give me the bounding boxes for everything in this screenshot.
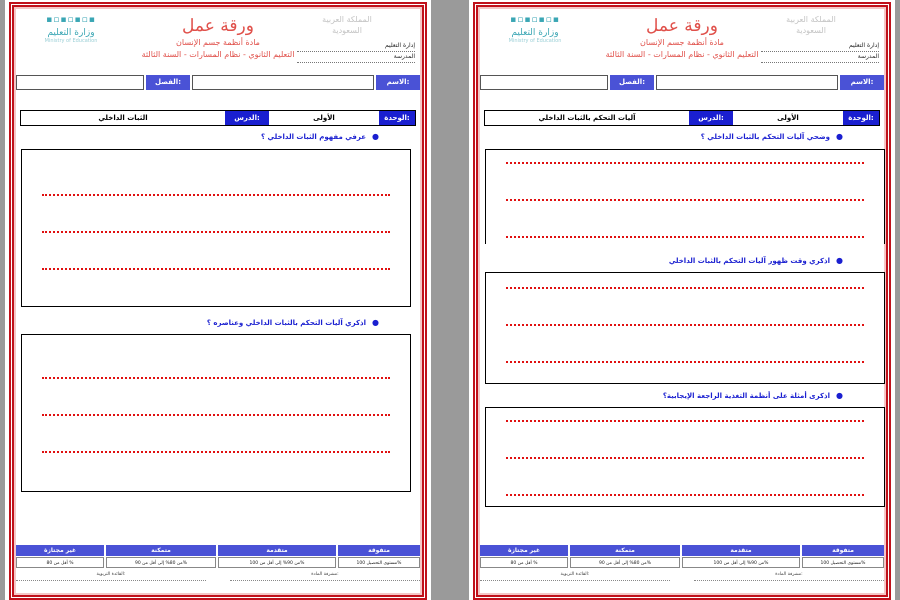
- answer-box-2[interactable]: [21, 334, 411, 492]
- leader-signature: القائدة التربوية:: [480, 570, 670, 581]
- student-info-row: [16, 75, 420, 90]
- rubric-level: متمكنة: [106, 545, 216, 556]
- subject-name: مادة أنظمة جسم الإنسان: [640, 38, 724, 47]
- supervisor-signature: مشرفة المادة:: [694, 570, 884, 581]
- unit-value: الأولى: [313, 114, 335, 122]
- student-info-row: [480, 75, 884, 90]
- question-2: ●اذكري وقت ظهور آليات التحكم بالثبات الداخلي: [668, 256, 843, 265]
- answer-line: [42, 231, 390, 233]
- ministry-logo: ▪▫▪▫▪▫▪ وزارة التعليم Ministry of Education: [508, 15, 562, 44]
- kingdom-logo: المملكة العربية السعودية: [322, 15, 372, 35]
- rubric-desc: أقل من 80 %: [480, 557, 568, 568]
- name-field[interactable]: [192, 75, 374, 90]
- answer-line: [42, 377, 390, 379]
- rubric-table: [480, 545, 884, 581]
- answer-line: [42, 414, 390, 416]
- name-field[interactable]: [656, 75, 838, 90]
- class-label: الفصل:: [146, 75, 190, 90]
- answer-line: [506, 494, 864, 496]
- program-name: التعليم الثانوي - نظام المسارات - السنة الثالثة: [141, 50, 295, 59]
- subject-name: مادة أنظمة جسم الإنسان: [176, 38, 260, 47]
- answer-line: [506, 162, 864, 164]
- rubric-desc: مستوى التحصيل 100%: [802, 557, 884, 568]
- worksheet-page-1: [5, 0, 431, 600]
- rubric-level: غير مجتازة: [16, 545, 104, 556]
- worksheet-title: ورقة عمل: [646, 16, 718, 36]
- worksheet-page-2: [469, 0, 895, 600]
- rubric-level: متقدمة: [218, 545, 336, 556]
- question-1: ●عرفي مفهوم الثبات الداخلي ؟: [261, 132, 379, 141]
- rubric-level: متمكنة: [570, 545, 680, 556]
- answer-line: [506, 199, 864, 201]
- question-1: ●وضحي آليات التحكم بالثبات الداخلي ؟: [700, 132, 843, 141]
- kingdom-logo: المملكة العربية السعودية: [786, 15, 836, 35]
- unit-lesson-row: [20, 110, 416, 126]
- worksheet-title: ورقة عمل: [182, 16, 254, 36]
- class-field[interactable]: [480, 75, 608, 90]
- lesson-label: الدرس:: [225, 111, 269, 125]
- answer-box-1[interactable]: [21, 149, 411, 307]
- school-label: المدرسة: [297, 53, 415, 63]
- answer-line: [506, 420, 864, 422]
- name-label: الاسم:: [376, 75, 420, 90]
- ministry-logo: ▪▫▪▫▪▫▪ وزارة التعليم Ministry of Education: [44, 15, 98, 44]
- admin-fields: [297, 42, 415, 64]
- rubric-desc: أقل من 80 %: [16, 557, 104, 568]
- leader-signature: القائدة التربوية:: [16, 570, 206, 581]
- rubric-level: متقدمة: [682, 545, 800, 556]
- class-label: الفصل:: [610, 75, 654, 90]
- rubric-table: [16, 545, 420, 581]
- answer-line: [506, 287, 864, 289]
- answer-line: [42, 268, 390, 270]
- rubric-desc: من 80% إلى أقل من 90%: [570, 557, 680, 568]
- supervisor-signature: مشرفة المادة:: [230, 570, 420, 581]
- admin-label: إدارة التعليم: [761, 42, 879, 52]
- answer-line: [506, 324, 864, 326]
- unit-lesson-row: [484, 110, 880, 126]
- lesson-value: الثبات الداخلي: [98, 114, 148, 122]
- question-3: ●اذكرى أمثلة على أنظمة التغذية الراجعة الإيجابية؟: [662, 391, 843, 400]
- answer-line: [506, 361, 864, 363]
- rubric-desc: من 90% إلى أقل من 100%: [682, 557, 800, 568]
- admin-label: إدارة التعليم: [297, 42, 415, 52]
- admin-fields: [761, 42, 879, 64]
- unit-label: الوحدة:: [379, 111, 415, 125]
- class-field[interactable]: [16, 75, 144, 90]
- lesson-value: آليات التحكم بالثبات الداخلي: [538, 114, 636, 122]
- rubric-desc: من 80% إلى أقل من 90%: [106, 557, 216, 568]
- unit-label: الوحدة:: [843, 111, 879, 125]
- rubric-level: متفوقة: [802, 545, 884, 556]
- answer-box-1[interactable]: [485, 149, 885, 244]
- answer-line: [506, 457, 864, 459]
- rubric-level: متفوقة: [338, 545, 420, 556]
- rubric-desc: من 90% إلى أقل من 100%: [218, 557, 336, 568]
- answer-line: [42, 451, 390, 453]
- unit-value: الأولى: [777, 114, 799, 122]
- program-name: التعليم الثانوي - نظام المسارات - السنة الثالثة: [605, 50, 759, 59]
- rubric-level: غير مجتازة: [480, 545, 568, 556]
- answer-box-2[interactable]: [485, 272, 885, 384]
- lesson-label: الدرس:: [689, 111, 733, 125]
- answer-line: [506, 236, 864, 238]
- answer-line: [42, 194, 390, 196]
- answer-box-3[interactable]: [485, 407, 885, 507]
- question-2: ●اذكري آليات التحكم بالثبات الداخلي وعناصره ؟: [206, 318, 379, 327]
- school-label: المدرسة: [761, 53, 879, 63]
- name-label: الاسم:: [840, 75, 884, 90]
- rubric-desc: مستوى التحصيل 100%: [338, 557, 420, 568]
